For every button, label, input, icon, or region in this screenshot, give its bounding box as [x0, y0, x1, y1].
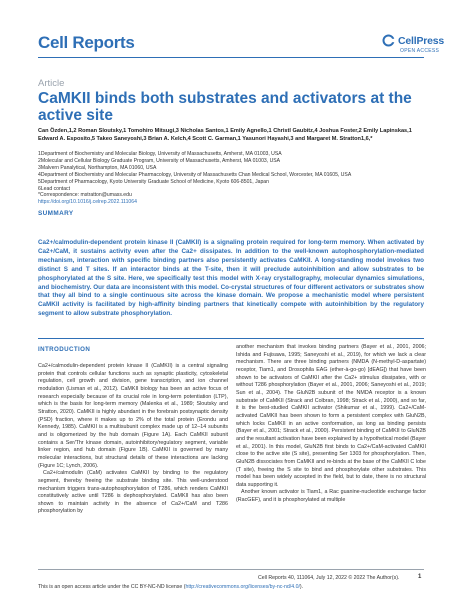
header-divider	[38, 57, 424, 58]
introduction-heading: INTRODUCTION	[38, 346, 91, 353]
lead-contact: 6Lead contact	[38, 185, 71, 192]
article-type-label: Article	[38, 78, 65, 89]
paragraph: Ca2+/calmodulin (CaM) activates CaMKII by binding to the regulatory segment, thereby freeing the substrate binding site. This well-understood mechanism triggers trans-autophosphorylation of T286, which renders CaMKII constitutively active until T286 is dephosphorylated. CaMKII has also been shown to maintain activity in the absence of Ca2+/CaM and T286 phosphorylation by	[38, 470, 228, 515]
journal-title: Cell Reports	[38, 33, 135, 52]
page-number: 1	[418, 574, 422, 580]
affiliation-4: 4Department of Biochemistry and Molecular Pharmacology, University of Massachusetts Chan Medical School, Worcester, MA 01605, USA	[38, 171, 352, 178]
doi-link[interactable]: https://doi.org/10.1016/j.celrep.2022.111064	[38, 199, 137, 206]
summary-heading: SUMMARY	[38, 210, 74, 217]
paragraph: Ca2+/calmodulin-dependent protein kinase II (CaMKII) is a central signaling protein that controls cellular functions such as synaptic plasticity, cytoskeletal regulation, cell growth and division, gene transcription, and ion channel modulation (Lisman et al., 2012). CaMKII biology has been an active focus of research especially because of its crucial role in long-term potentiation (LTP), which is the basis for long-term memory (Malenka et al., 1989; Sloutsky and Stratton, 2020). CaMKII is highly abundant in the forebrain postsynaptic density (PSD) fraction, where it makes up to 2% of the total protein (Erondu and Kennedy, 1985). CaMKII is a multisubunit complex made up of 12–14 subunits and is oligomerized by the hub domain (Figure 1A). Each CaMKII subunit contains a Ser/Thr kinase domain, autoinhibitory/regulatory segment, variable linker region, and hub domain (Figure 1B). CaMKII is governed by many molecular interactions, but structural details of these interactions are lacking (Figure 1C; Lynch, 2006).	[38, 363, 228, 469]
paragraph: another mechanism that invokes binding partners (Bayer et al., 2001, 2006; Ishida and Fujisawa, 1995; Saneyoshi et al., 2019), for which we lack a clear mechanism. There are three binding partners (NMDA (N-methyl-D-aspartate) receptor, Tiam1, and Drosophila EAG (ether-à-go-go) [dEAG]) that have been shown to be activators of CaMKII after the Ca2+ stimulus dissipates, with or without T286 phosphorylation (Bayer et al., 2001, 2006; Saneyoshi et al., 2019; Sun et al., 2004). The GluN2B subunit of the NMDA receptor is a known substrate of CaMKII (Strack and Colbran, 1998; Strack et al., 2000), and so far, it is the best-studied CaMKII activator (Shikumar et al., 1999). Ca2+/CaM-activated CaMKII has been shown to form a persistent complex with GluN2B, which locks CaMKII in an active conformation, as long as binding persists (Bayer et al., 2001; Strack et al., 2000). Persistent binding of CaMKII to GluN2B and the resultant activation have been explained by a hypothetical model (Bayer et al., 2001). In this model, GluN2B first binds to Ca2+/CaM-activated CaMKII close to the active site (S site), presenting Ser 1303 for phosphorylation. Then, GluN2B dissociates from CaMKII and re-binds at the base of the CaMKII C lobe (T site), freeing the S site to bind and phosphorylate other substrates. This model has been widely accepted in the field, but to date, there is no structural data supporting it.	[236, 344, 426, 488]
summary-text: Ca2+/calmodulin-dependent protein kinase II (CaMKII) is a signaling protein required for long-term memory. When activated by Ca2+/CaM, it sustains activity even after the Ca2+ dissipates. In addition to the well-known autophosphorylation-mediated mechanism, interaction with specific binding partners also persistently activates CaMKII. A long-standing model invokes two distinct S and T sites. If an interactor binds at the T-site, then it will preclude autoinhibition and allow substrates to be phosphorylated at the S site. Here, we specifically test this model with X-ray crystallography, molecular dynamics simulations, and biochemistry. Our data are inconsistent with this model. Co-crystal structures of four different activators or substrates show that they all bind to a single continuous site across the kinase domain. We propose a mechanistic model where persistent CaMKII activity is facilitated by high-affinity binding partners that kinetically compete with autoinhibition by the regulatory segment to allow substrate phosphorylation.	[38, 239, 424, 318]
cellpress-logo-icon	[382, 34, 395, 47]
paragraph: Another known activator is Tiam1, a Rac guanine-nucleotide exchange factor (RacGEF), and it is phosphorylated at multiple	[236, 489, 426, 504]
article-title: CaMKII binds both substrates and activators at the active site	[38, 90, 412, 124]
author-list: Can Özden,1,2 Roman Sloutsky,1 Tomohiro Mitsugi,3 Nicholas Santos,1 Emily Agnello,1 Christl Gaubitz,4 Joshua Foster,2 Emily Lapinskas,1 Edward A. Esposito,5 Takeo Saneyoshi,3 Brian A. Kelch,4 Scott C. Garman,1 Yasunori Hayashi,3 and Margaret M. Stratton1,6,*	[38, 128, 412, 142]
body-column-left	[38, 363, 228, 516]
affiliation-2: 2Molecular and Cellular Biology Graduate Program, University of Massachusetts, Amherst, MA 01003, USA	[38, 157, 281, 164]
affiliations	[38, 151, 426, 206]
affiliation-3: 3Malvern Panalytical, Northampton, MA 01060, USA	[38, 164, 157, 171]
publisher-logo	[382, 34, 444, 47]
license-line	[38, 584, 303, 590]
body-column-right	[236, 344, 426, 505]
license-link[interactable]: http://creativecommons.org/licenses/by-nc-nd/4.0/	[185, 584, 300, 590]
citation-line: Cell Reports 40, 111064, July 12, 2022 © 2022 The Author(s).	[258, 575, 400, 581]
affiliation-5: 5Department of Pharmacology, Kyoto University Graduate School of Medicine, Kyoto 606-8501, Japan	[38, 178, 269, 185]
publisher-name: CellPress	[398, 34, 445, 47]
open-access-badge: OPEN ACCESS	[400, 48, 440, 54]
summary-divider	[38, 338, 424, 339]
affiliation-1: 1Department of Biochemistry and Molecular Biology, University of Massachusetts, Amherst, MA 01003, USA	[38, 151, 282, 157]
correspondence: *Correspondence: mstratton@umass.edu	[38, 192, 132, 199]
footer-divider	[38, 569, 424, 570]
license-prefix: This is an open access article under the CC BY-NC-ND license (	[38, 584, 186, 590]
license-suffix: ).	[299, 584, 304, 590]
